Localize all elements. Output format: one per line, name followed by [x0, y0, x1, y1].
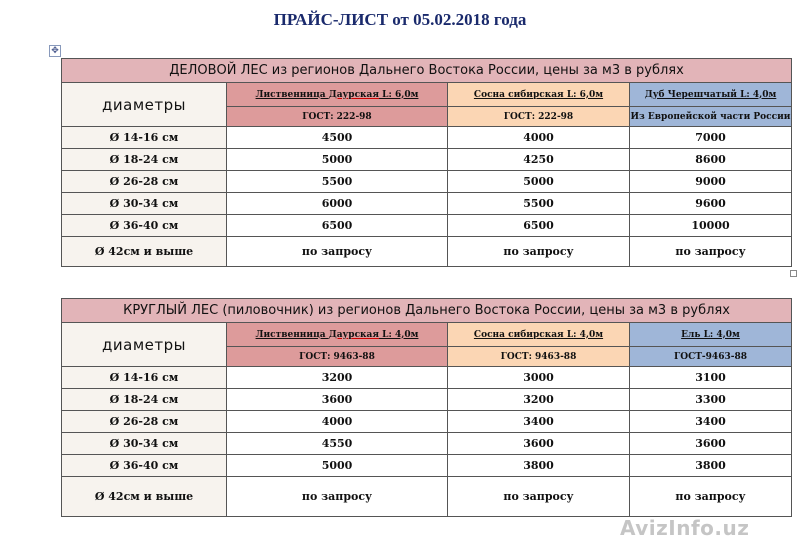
table-row — [62, 215, 792, 237]
table-title: ДЕЛОВОЙ ЛЕС из регионов Дальнего Востока России, цены за м3 в рублях — [62, 59, 792, 83]
price-cell: 4550 — [227, 433, 448, 455]
price-cell: 4250 — [448, 149, 630, 171]
price-cell: 10000 — [630, 215, 792, 237]
col-name-post: L: 6,0м — [379, 89, 419, 100]
table-row — [62, 237, 792, 267]
table-row — [62, 477, 792, 517]
col-name: Сосна сибирская L: 6,0м — [473, 89, 604, 100]
diameters-header: диаметры — [62, 83, 227, 127]
price-cell: 9600 — [630, 193, 792, 215]
diameter-cell: Ø 42см и выше — [62, 237, 227, 267]
price-cell: 4000 — [227, 411, 448, 433]
price-cell: по запросу — [448, 477, 630, 517]
table-title: КРУГЛЫЙ ЛЕС (пиловочник) из регионов Дальнего Востока России, цены за м3 в рублях — [62, 299, 792, 323]
column-sub-pine: ГОСТ: 9463-88 — [448, 347, 630, 367]
column-header-oak — [630, 83, 792, 107]
column-header-pine — [448, 323, 630, 347]
price-cell: 3400 — [630, 411, 792, 433]
price-cell: 3800 — [630, 455, 792, 477]
price-cell: 3600 — [448, 433, 630, 455]
price-cell: 3300 — [630, 389, 792, 411]
diameter-cell: Ø 14-16 см — [62, 367, 227, 389]
move-cross-icon[interactable]: ✥ — [49, 45, 61, 57]
diameter-cell: Ø 18-24 см — [62, 149, 227, 171]
price-cell: 5500 — [448, 193, 630, 215]
price-cell: 5500 — [227, 171, 448, 193]
price-cell: 4000 — [448, 127, 630, 149]
table-row — [62, 193, 792, 215]
column-sub-larch: ГОСТ: 9463-88 — [227, 347, 448, 367]
column-header-larch — [227, 83, 448, 107]
price-cell: по запросу — [227, 237, 448, 267]
price-cell: 3600 — [227, 389, 448, 411]
diameter-cell: Ø 26-28 см — [62, 411, 227, 433]
price-cell: 3600 — [630, 433, 792, 455]
price-cell: по запросу — [630, 477, 792, 517]
column-sub-oak: Из Европейской части России — [630, 107, 792, 127]
col-name-pre: Лиственница — [255, 89, 329, 100]
price-cell: 6000 — [227, 193, 448, 215]
table-row — [62, 411, 792, 433]
col-name: Сосна сибирская L: 4,0м — [473, 329, 604, 340]
column-sub-spruce: ГОСТ-9463-88 — [630, 347, 792, 367]
table-row — [62, 171, 792, 193]
price-cell: по запросу — [448, 237, 630, 267]
column-sub-larch: ГОСТ: 222-98 — [227, 107, 448, 127]
diameter-cell: Ø 42см и выше — [62, 477, 227, 517]
diameter-cell: Ø 36-40 см — [62, 215, 227, 237]
col-name-mark: Даурская — [328, 329, 380, 340]
table-row — [62, 389, 792, 411]
price-cell: 5000 — [227, 149, 448, 171]
table-row — [62, 455, 792, 477]
diameter-cell: Ø 18-24 см — [62, 389, 227, 411]
col-name: Ель L: 4,0м — [681, 329, 740, 340]
diameter-cell: Ø 30-34 см — [62, 193, 227, 215]
table-row — [62, 367, 792, 389]
table-krugly-les — [61, 298, 792, 517]
price-cell: по запросу — [227, 477, 448, 517]
col-name-post: L: 4,0м — [379, 329, 419, 340]
price-cell: по запросу — [630, 237, 792, 267]
column-header-spruce — [630, 323, 792, 347]
price-cell: 6500 — [448, 215, 630, 237]
column-sub-pine: ГОСТ: 222-98 — [448, 107, 630, 127]
col-name-pre: Лиственница — [255, 329, 329, 340]
column-header-pine — [448, 83, 630, 107]
price-cell: 5000 — [448, 171, 630, 193]
price-cell: 3800 — [448, 455, 630, 477]
table-delovoy-les — [61, 58, 792, 267]
price-cell: 9000 — [630, 171, 792, 193]
table-resize-handle[interactable] — [790, 270, 797, 277]
diameters-header: диаметры — [62, 323, 227, 367]
price-cell: 3200 — [448, 389, 630, 411]
price-cell: 7000 — [630, 127, 792, 149]
price-cell: 3100 — [630, 367, 792, 389]
price-cell: 6500 — [227, 215, 448, 237]
diameter-cell: Ø 26-28 см — [62, 171, 227, 193]
table-row — [62, 433, 792, 455]
page-title: ПРАЙС-ЛИСТ от 05.02.2018 года — [273, 10, 527, 29]
diameter-cell: Ø 14-16 см — [62, 127, 227, 149]
diameter-cell: Ø 30-34 см — [62, 433, 227, 455]
col-name-mark: Даурская — [328, 89, 380, 100]
col-name: Дуб Черешчатый L: 4,0м — [644, 89, 777, 100]
price-cell: 8600 — [630, 149, 792, 171]
price-cell: 4500 — [227, 127, 448, 149]
table-row — [62, 149, 792, 171]
watermark: AvizInfo.uz — [620, 516, 750, 540]
table-row — [62, 127, 792, 149]
price-cell: 5000 — [227, 455, 448, 477]
column-header-larch — [227, 323, 448, 347]
price-cell: 3000 — [448, 367, 630, 389]
diameter-cell: Ø 36-40 см — [62, 455, 227, 477]
price-cell: 3400 — [448, 411, 630, 433]
price-cell: 3200 — [227, 367, 448, 389]
